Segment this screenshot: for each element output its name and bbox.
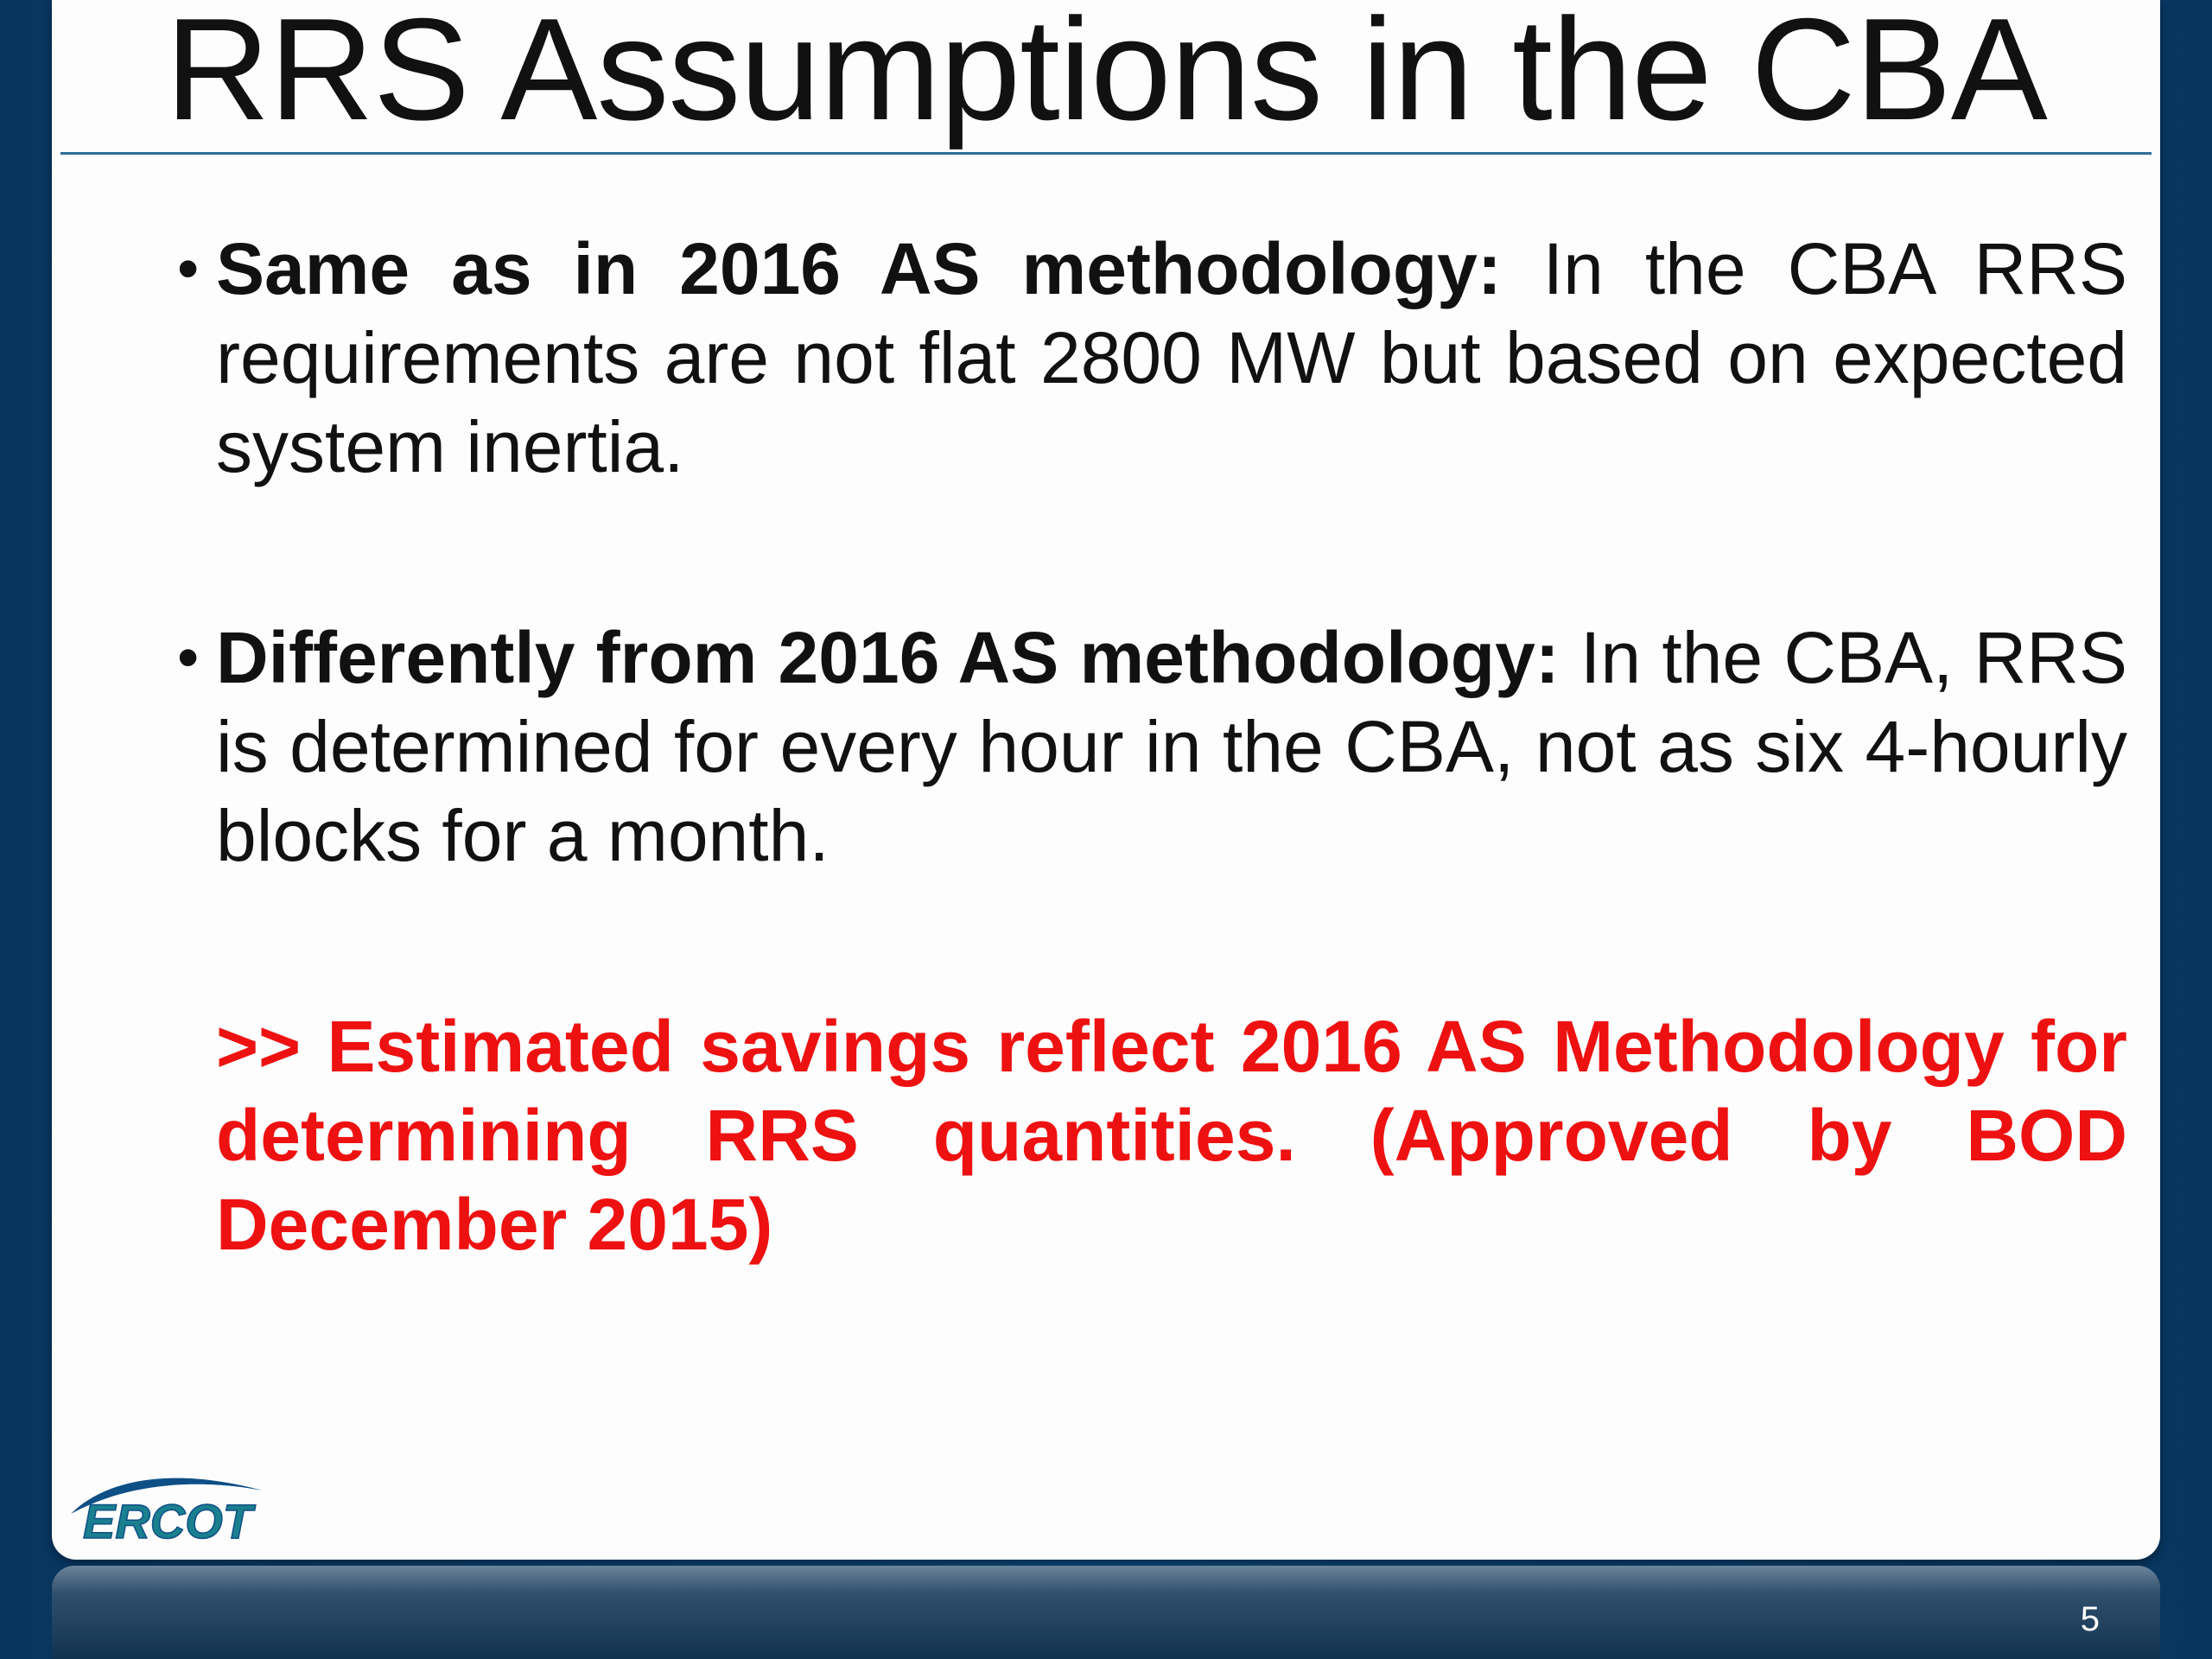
bullet-item-2: [177, 613, 2127, 880]
bullet-dot: •: [177, 234, 200, 303]
slide-title: RRS Assumptions in the CBA: [165, 0, 2047, 150]
bullet-dot: •: [177, 623, 200, 692]
ercot-logo-icon: [64, 1452, 271, 1547]
bullet-text: In the CBA, RRS is determined for every hour in the CBA, not as six 4-hourly blocks for a month.: [216, 617, 2127, 876]
slide-panel: [52, 0, 2160, 1560]
logo-text: ERCOT: [83, 1494, 252, 1547]
bullet-heading: Same as in 2016 AS methodology:: [216, 228, 1502, 309]
bullet-item-1: [177, 225, 2127, 492]
bullet-text: In the CBA RRS requirements are not flat 2800 MW but based on expected system inertia.: [216, 228, 2127, 487]
title-divider: [60, 152, 2152, 155]
page-number: 5: [2080, 1600, 2100, 1638]
savings-note: >> Estimated savings reflect 2016 AS Methodology for determining RRS quantities. (Approved by BOD December 2015): [216, 1006, 2127, 1265]
bullet-heading: Differently from 2016 AS methodology:: [216, 617, 1560, 698]
footer-bar: [52, 1566, 2160, 1659]
